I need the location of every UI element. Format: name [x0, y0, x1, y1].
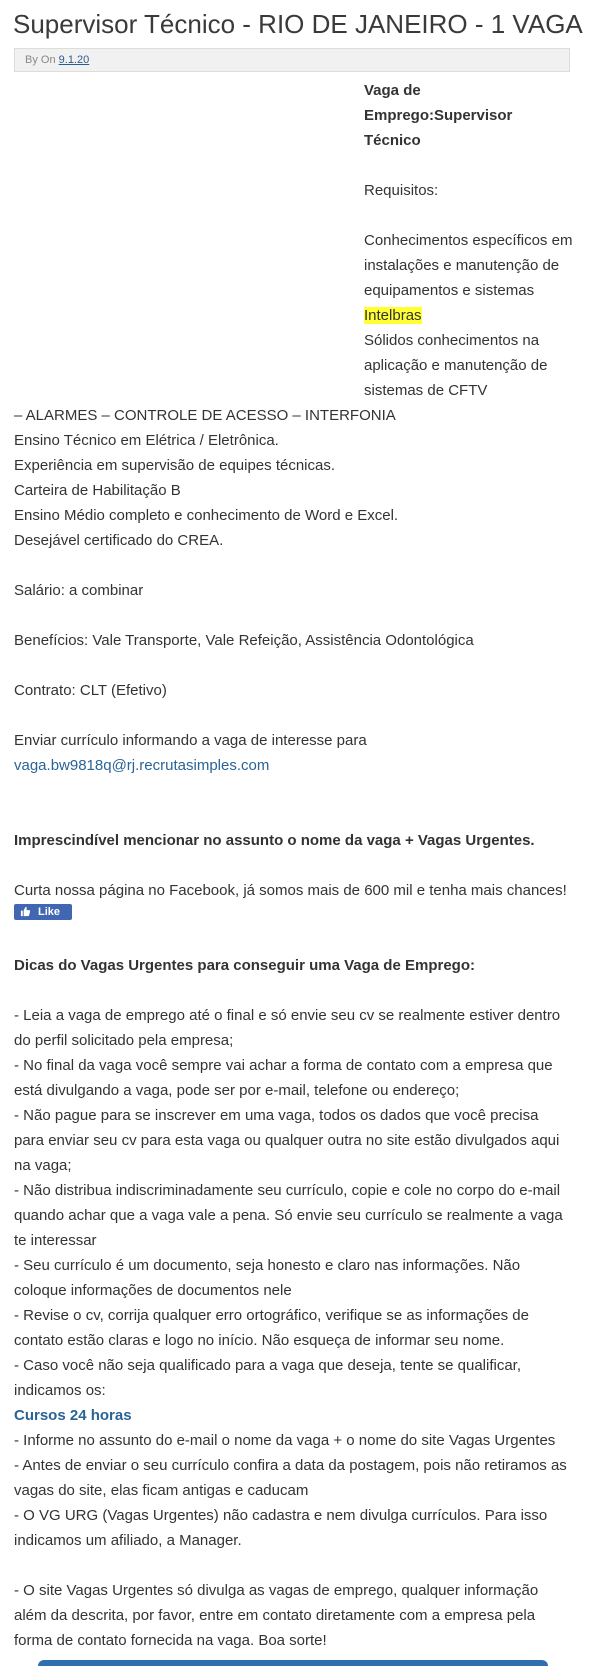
job-title-line: Vaga de — [364, 82, 421, 99]
requirement-line: – ALARMES – CONTROLE DE ACESSO – INTERFONIA — [14, 407, 396, 424]
tip-line: contato estão claras e logo no início. Não esqueça de informar seu nome. — [14, 1332, 505, 1349]
tip-line: forma de contato fornecida na vaga. Boa sorte! — [14, 1632, 327, 1649]
like-label: Like — [38, 906, 61, 918]
tip-line: indicamos um afiliado, a Manager. — [14, 1532, 242, 1549]
tip-line: quando achar que a vaga vale a pena. Só envie seu currículo se realmente a vaga — [14, 1207, 563, 1224]
tip-line: - O site Vagas Urgentes só divulga as vagas de emprego, qualquer informação — [14, 1582, 539, 1599]
requirement-line: Desejável certificado do CREA. — [14, 532, 224, 549]
tip-line: - Leia a vaga de emprego até o final e só envie seu cv se realmente estiver dentro — [14, 1007, 561, 1024]
requirement-line: Sólidos conhecimentos na — [364, 332, 540, 349]
tip-line: - Seu currículo é um documento, seja honesto e claro nas informações. Não — [14, 1257, 521, 1274]
courses-link[interactable]: Cursos 24 horas — [14, 1407, 132, 1424]
tip-line: na vaga; — [14, 1157, 72, 1174]
job-title-line: Técnico — [364, 132, 421, 149]
tips-after-list — [14, 1428, 574, 1553]
requirements-heading: Requisitos: — [364, 182, 439, 199]
requirement-line: instalações e manutenção de — [364, 257, 560, 274]
footer-bar — [38, 1660, 548, 1666]
tip-line: - O VG URG (Vagas Urgentes) não cadastra e nem divulga currículos. Para isso — [14, 1507, 548, 1524]
post-meta-bar — [14, 48, 570, 72]
job-title-line: Emprego:Supervisor — [364, 107, 513, 124]
meta-by: By On — [25, 54, 56, 66]
requirement-line: Carteira de Habilitação B — [14, 482, 181, 499]
requirement-line: aplicação e manutenção de — [364, 357, 548, 374]
requirement-line: sistemas de CFTV — [364, 382, 488, 399]
tip-line: para enviar seu cv para esta vaga ou qualquer outra no site estão divulgados aqui — [14, 1132, 560, 1149]
benefits-line: Benefícios: Vale Transporte, Vale Refeição, Assistência Odontológica — [14, 632, 474, 649]
facebook-text: Curta nossa página no Facebook, já somos mais de 600 mil e tenha mais chances! — [14, 882, 567, 899]
email-link[interactable]: vaga.bw9818q@rj.recrutasimples.com — [14, 757, 270, 774]
tip-line: coloque informações de documentos nele — [14, 1282, 292, 1299]
facebook-like-button[interactable] — [14, 904, 72, 920]
tip-line: - Informe no assunto do e-mail o nome da vaga + o nome do site Vagas Urgentes — [14, 1432, 556, 1449]
important-notice: Imprescindível mencionar no assunto o nome da vaga + Vagas Urgentes. — [14, 832, 535, 849]
tip-line: - Não distribua indiscriminadamente seu currículo, copie e cole no corpo do e-mail — [14, 1182, 561, 1199]
requirement-line: Conhecimentos específicos em — [364, 232, 573, 249]
requirement-line: equipamentos e sistemas — [364, 282, 535, 299]
requirement-line: Experiência em supervisão de equipes técnicas. — [14, 457, 336, 474]
post-content — [14, 78, 574, 1653]
contract-line: Contrato: CLT (Efetivo) — [14, 682, 167, 699]
brand-highlight: Intelbras — [364, 307, 422, 324]
requirement-line: Ensino Técnico em Elétrica / Eletrônica. — [14, 432, 279, 449]
tip-line: - Antes de enviar o seu currículo confira a data da postagem, pois não retiramos as — [14, 1457, 567, 1474]
thumbs-up-icon — [20, 906, 31, 917]
final-notice — [14, 1578, 574, 1653]
post-date-link[interactable]: 9.1.20 — [58, 54, 90, 66]
requirement-line: Ensino Médio completo e conhecimento de Word e Excel. — [14, 507, 399, 524]
tip-line: vagas do site, elas ficam antigas e caducam — [14, 1482, 309, 1499]
tips-list — [14, 1003, 574, 1403]
tips-heading: Dicas do Vagas Urgentes para conseguir uma Vaga de Emprego: — [14, 957, 475, 974]
tip-line: - No final da vaga você sempre vai achar a forma de contato com a empresa que — [14, 1057, 553, 1074]
tip-line: te interessar — [14, 1232, 97, 1249]
tip-line: - Revise o cv, corrija qualquer erro ortográfico, verifique se as informações de — [14, 1307, 529, 1324]
send-cv-line: Enviar currículo informando a vaga de interesse para — [14, 732, 367, 749]
tip-line: - Caso você não seja qualificado para a vaga que deseja, tente se qualificar, — [14, 1357, 521, 1374]
image-placeholder — [14, 78, 364, 399]
tip-line: - Não pague para se inscrever em uma vaga, todos os dados que você precisa — [14, 1107, 539, 1124]
tip-line: além da descrita, por favor, entre em contato diretamente com a empresa pela — [14, 1607, 536, 1624]
tip-line: do perfil solicitado pela empresa; — [14, 1032, 234, 1049]
post-title: Supervisor Técnico - RIO DE JANEIRO - 1 VAGA — [13, 9, 583, 39]
salary-line: Salário: a combinar — [14, 582, 144, 599]
tip-line: indicamos os: — [14, 1382, 106, 1399]
tip-line: está divulgando a vaga, pode ser por e-mail, telefone ou endereço; — [14, 1082, 460, 1099]
